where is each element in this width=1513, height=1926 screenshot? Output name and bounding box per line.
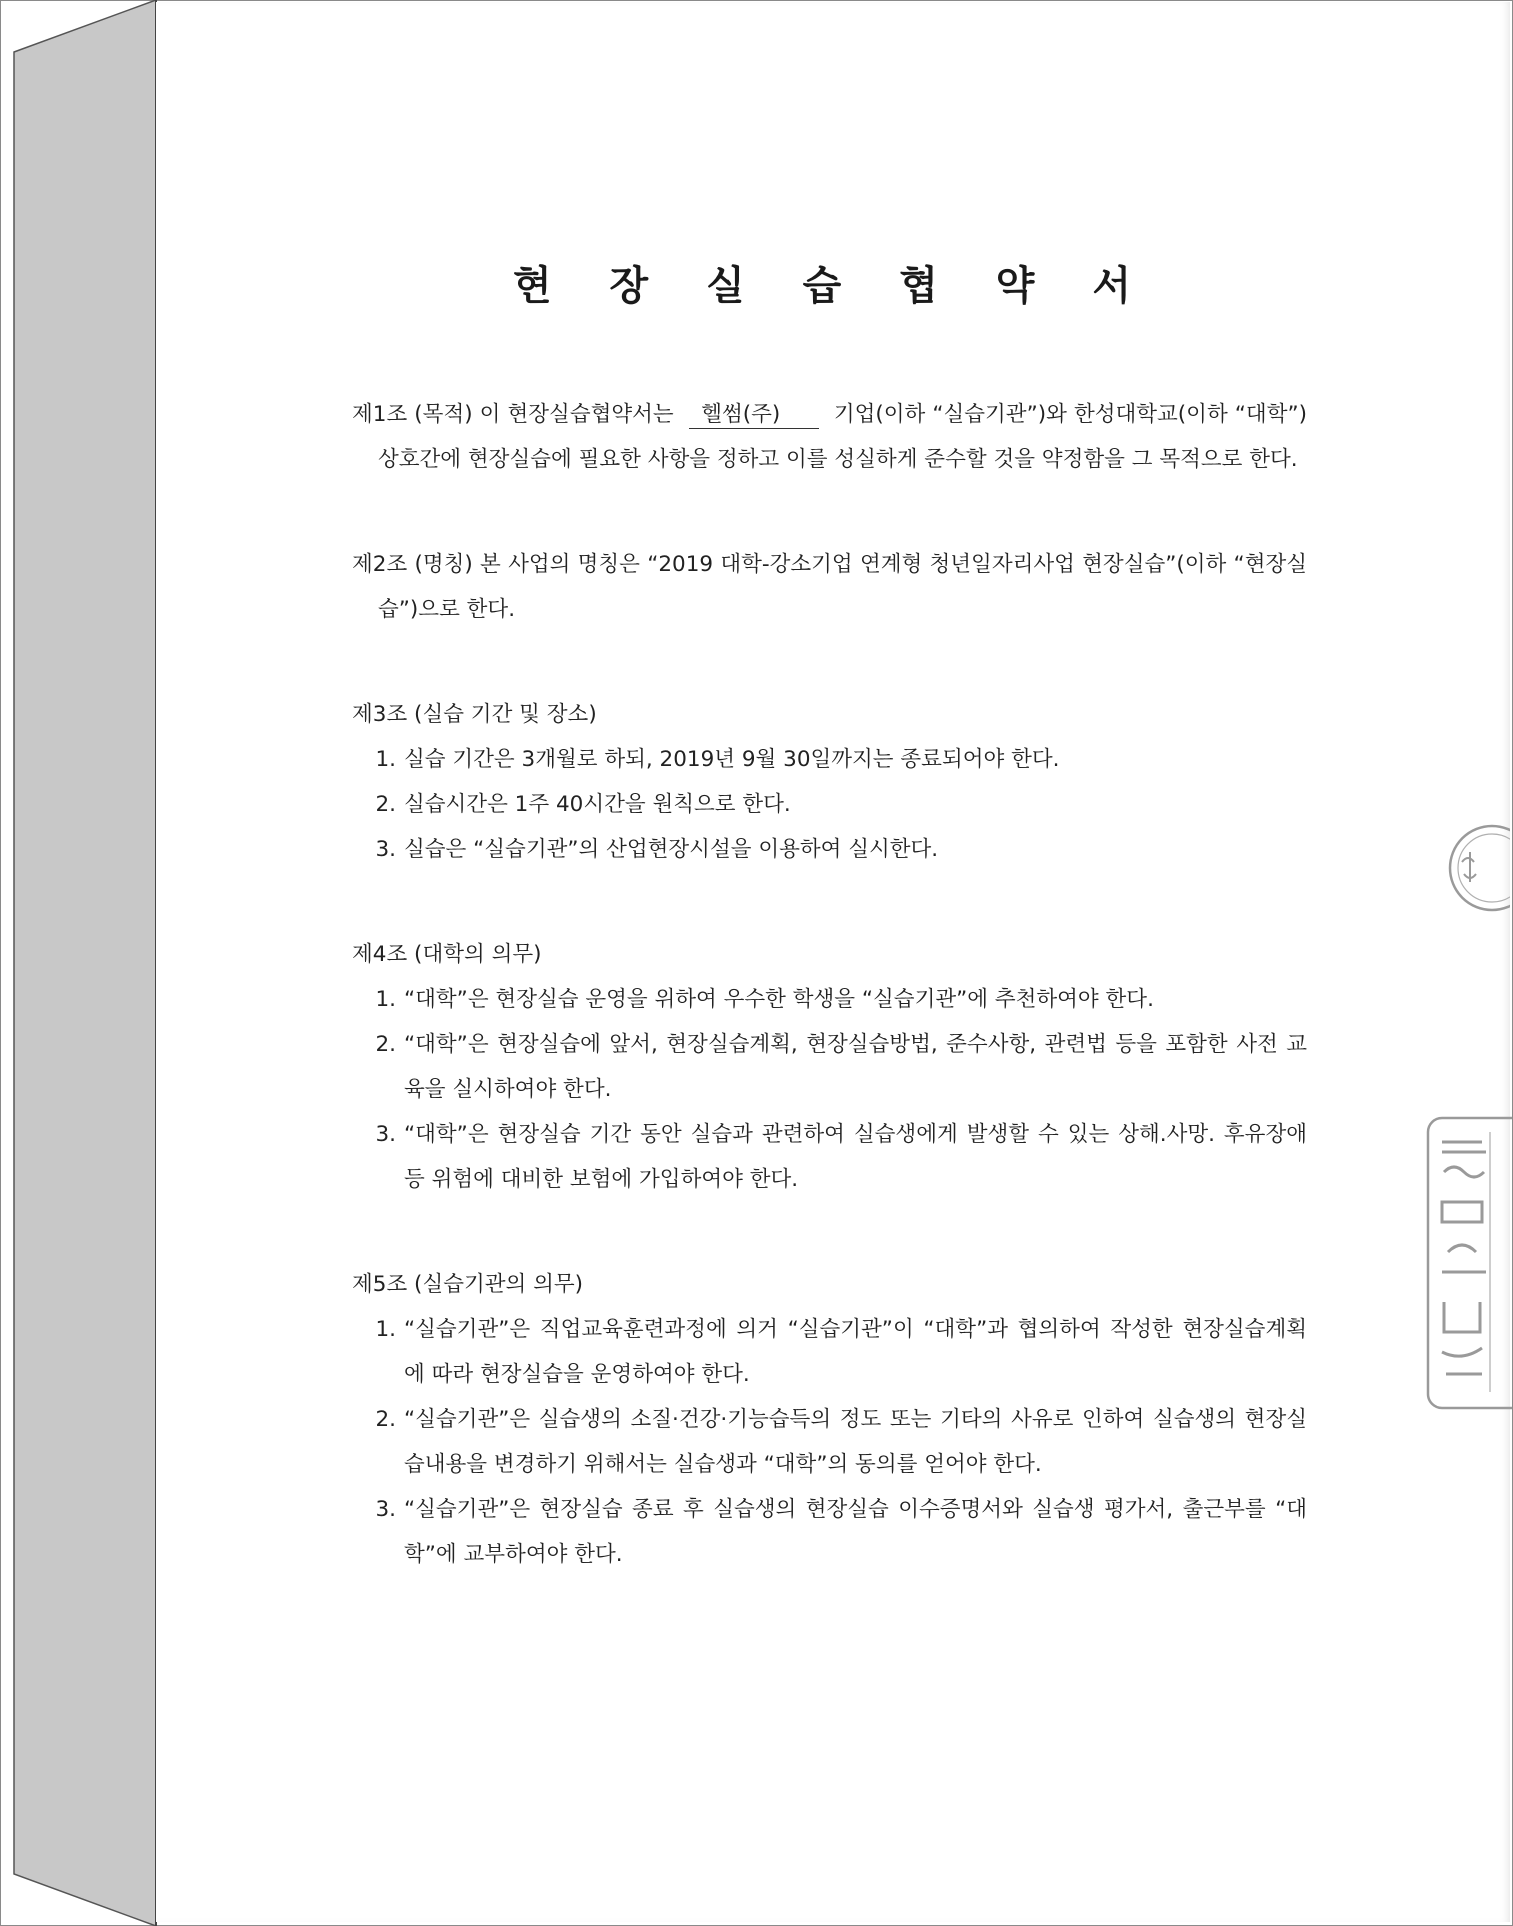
item-number: 2. (375, 1407, 396, 1432)
article-3-items (352, 737, 1307, 872)
article-4 (352, 932, 1307, 1202)
item-number: 3. (375, 1497, 396, 1522)
list-item (352, 1397, 1307, 1487)
article-5-items (352, 1307, 1307, 1577)
article-1-intro: 제1조 (목적) 이 현장실습협약서는 (352, 402, 674, 427)
item-text: “대학”은 현장실습 기간 동안 실습과 관련하여 실습생에게 발생할 수 있는 상해.사망. 후유장애 등 위험에 대비한 보험에 가입하여야 한다. (404, 1122, 1307, 1192)
article-2-text: 제2조 (명칭) 본 사업의 명칭은 “2019 대학-강소기업 연계형 청년일자리사업 현장실습”(이하 “현장실습”)으로 한다. (352, 552, 1307, 622)
article-5-heading: 제5조 (실습기관의 의무) (352, 1272, 584, 1297)
article-3-heading: 제3조 (실습 기간 및 장소) (352, 702, 597, 727)
item-text: “대학”은 현장실습에 앞서, 현장실습계획, 현장실습방법, 준수사항, 관련법 등을 포함한 사전 교육을 실시하여야 한다. (404, 1032, 1307, 1102)
item-number: 1. (375, 747, 396, 772)
item-number: 1. (375, 987, 396, 1012)
article-1-rest: 기업(이하 “실습기관”)와 한성대학교(이하 “대학”)상호간에 현장실습에 필요한 사항을 정하고 이를 성실하게 준수할 것을 약정함을 그 목적으로 한다. (378, 402, 1307, 472)
list-item (352, 977, 1307, 1022)
item-number: 3. (375, 1122, 396, 1147)
list-item (352, 1112, 1307, 1202)
document-body (352, 392, 1307, 1637)
item-text: 실습은 “실습기관”의 산업현장시설을 이용하여 실시한다. (404, 837, 939, 862)
document-spine (0, 0, 160, 1926)
document-title: 현 장 실 습 협 약 서 (512, 263, 1154, 309)
list-item (352, 782, 1307, 827)
item-text: “실습기관”은 실습생의 소질·건강·기능습득의 정도 또는 기타의 사유로 인하여 실습생의 현장실습내용을 변경하기 위해서는 실습생과 “대학”의 동의를 얻어야 한다. (404, 1407, 1307, 1477)
article-3 (352, 692, 1307, 872)
list-item (352, 1022, 1307, 1112)
item-number: 2. (375, 1032, 396, 1057)
item-text: “실습기관”은 직업교육훈련과정에 의거 “실습기관”이 “대학”과 협의하여 작성한 현장실습계획에 따라 현장실습을 운영하여야 한다. (404, 1317, 1307, 1387)
round-seal-icon (1410, 822, 1510, 922)
list-item (352, 1487, 1307, 1577)
company-name-field: 헬썸(주) (689, 402, 819, 429)
item-number: 3. (375, 837, 396, 862)
article-1 (352, 392, 1307, 482)
article-4-items (352, 977, 1307, 1202)
square-seal-icon (1392, 1112, 1512, 1412)
item-text: “대학”은 현장실습 운영을 위하여 우수한 학생을 “실습기관”에 추천하여야 한다. (404, 987, 1154, 1012)
item-number: 1. (375, 1317, 396, 1342)
list-item (352, 737, 1307, 782)
item-text: 실습시간은 1주 40시간을 원칙으로 한다. (404, 792, 791, 817)
item-text: 실습 기간은 3개월로 하되, 2019년 9월 30일까지는 종료되어야 한다. (404, 747, 1060, 772)
list-item (352, 827, 1307, 872)
list-item (352, 1307, 1307, 1397)
item-number: 2. (375, 792, 396, 817)
article-5 (352, 1262, 1307, 1577)
article-4-heading: 제4조 (대학의 의무) (352, 942, 542, 967)
item-text: “실습기관”은 현장실습 종료 후 실습생의 현장실습 이수증명서와 실습생 평가서, 출근부를 “대학”에 교부하여야 한다. (404, 1497, 1307, 1567)
article-2 (352, 542, 1307, 632)
document-page (156, 2, 1510, 1922)
